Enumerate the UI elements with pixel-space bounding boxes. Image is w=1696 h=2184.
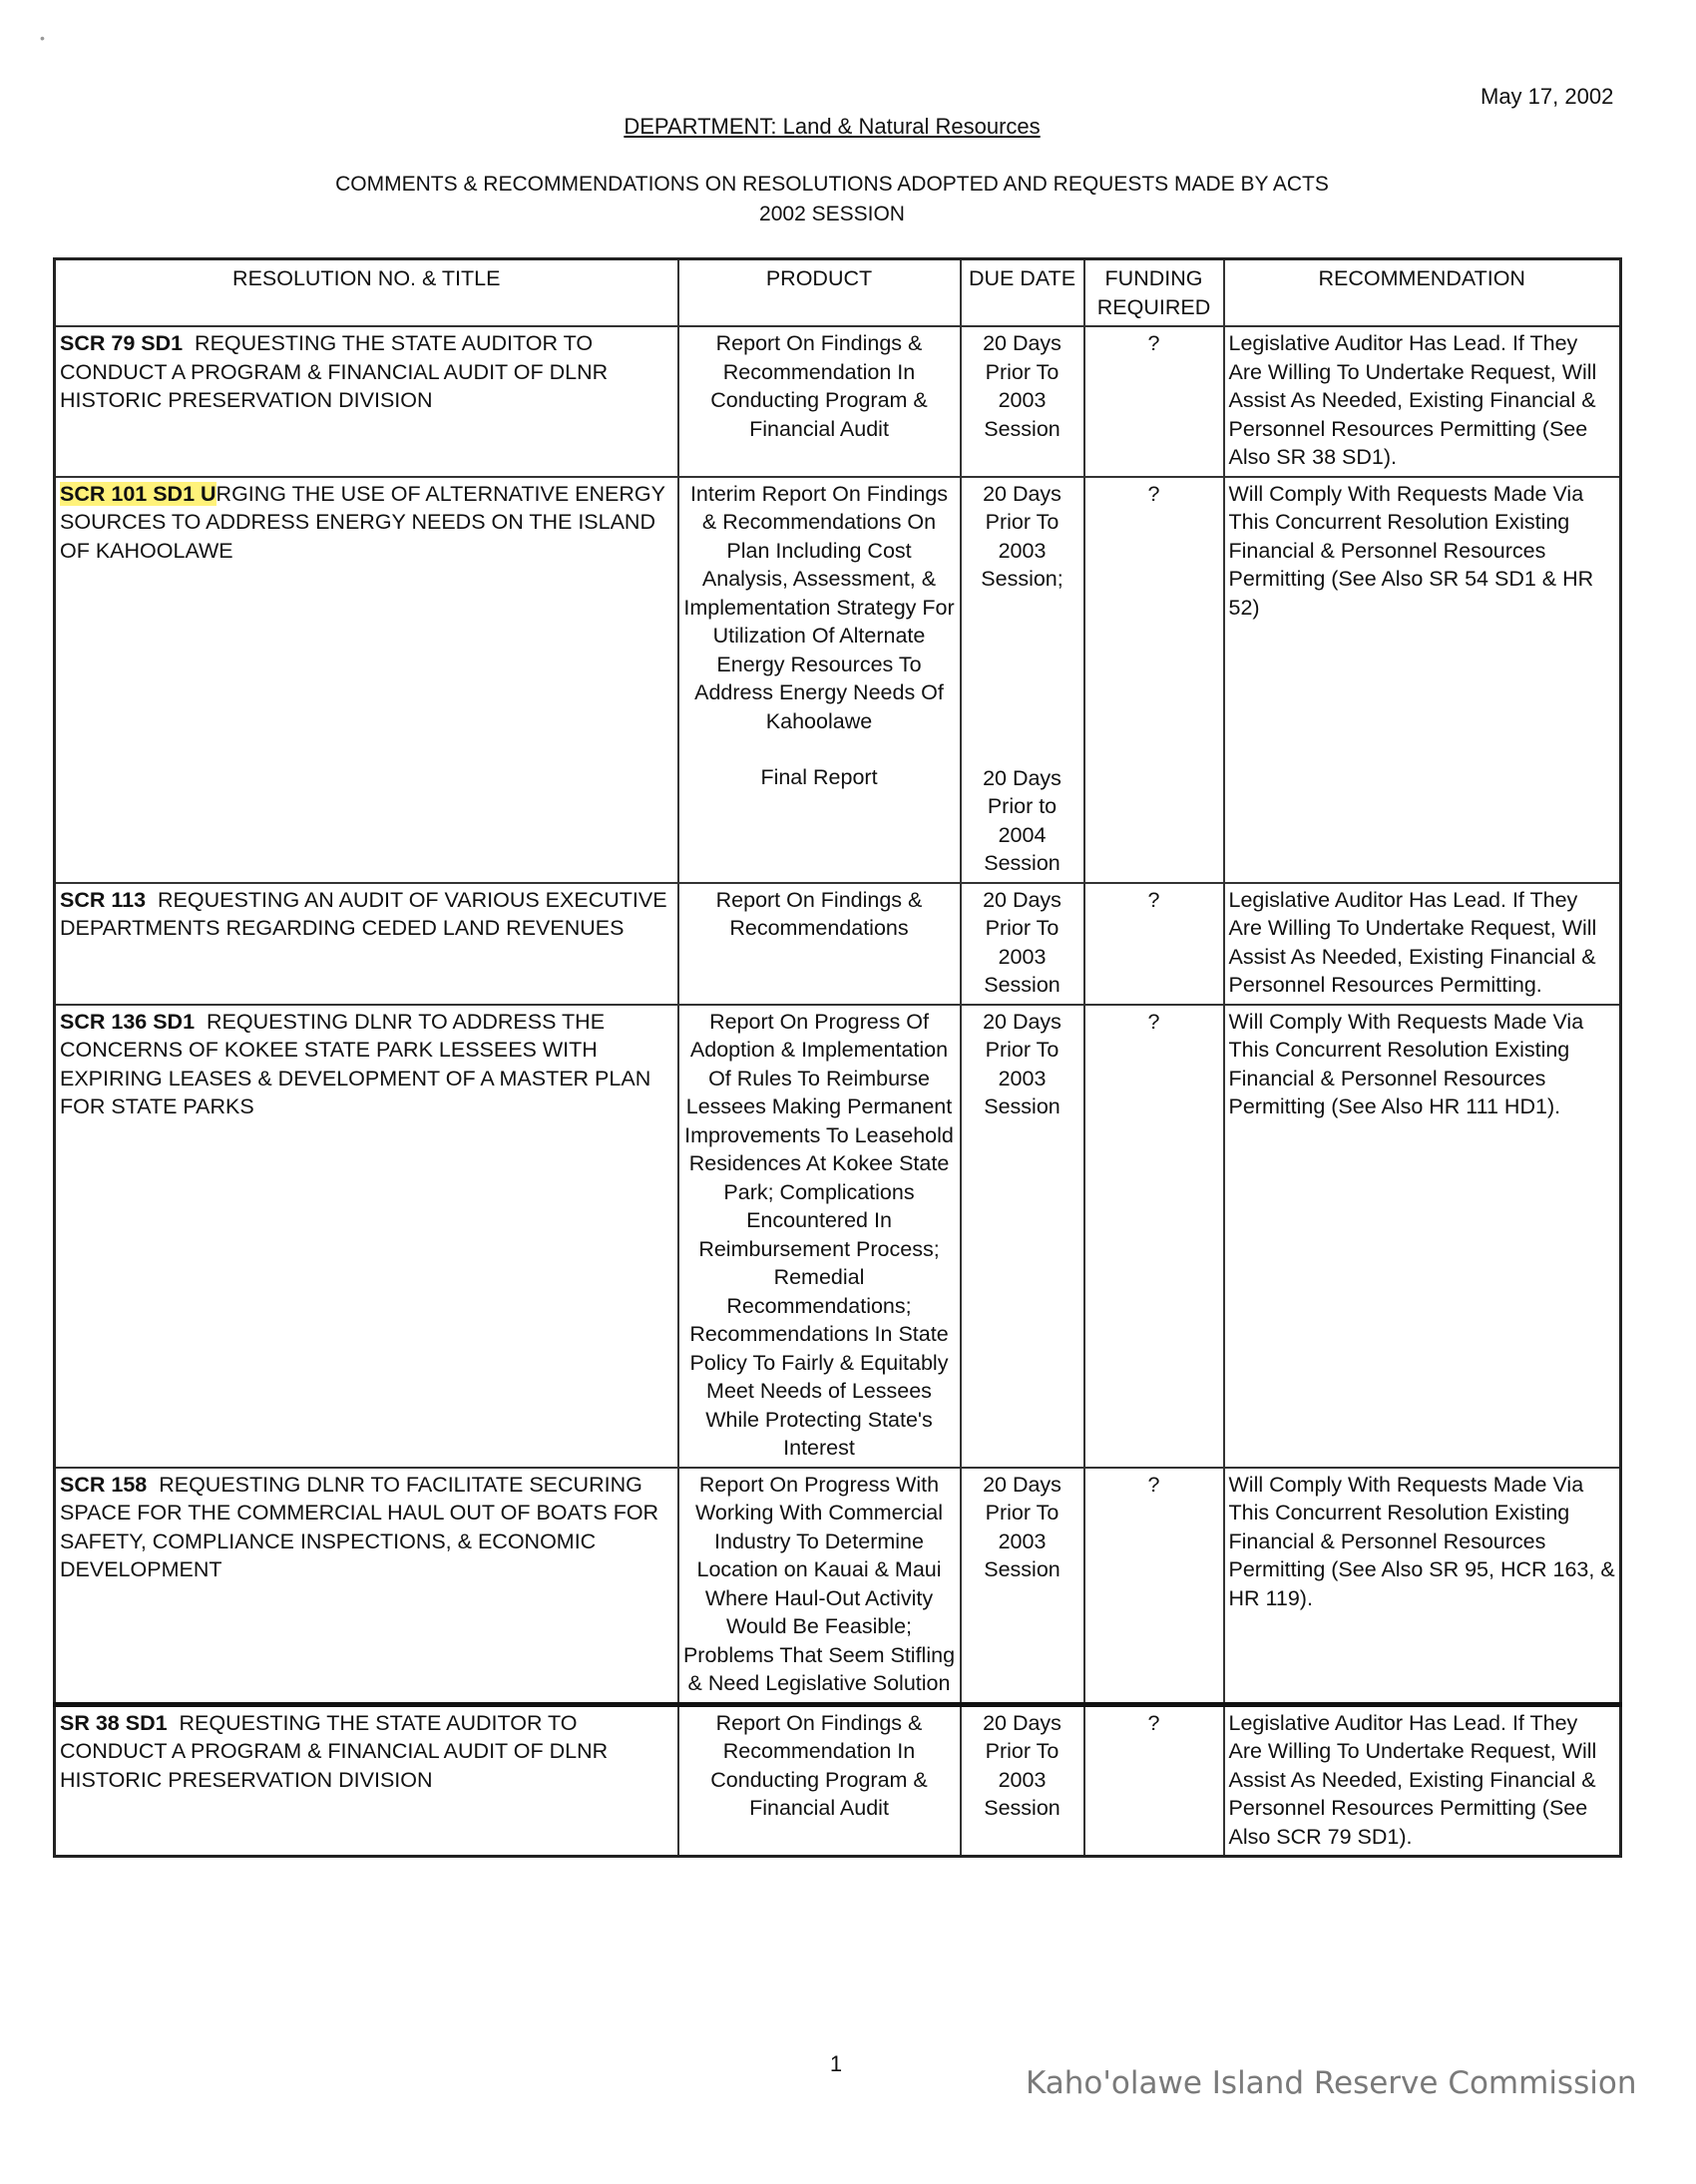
resolution-code: SCR 79 SD1 <box>60 331 184 355</box>
table-row <box>55 883 1621 1005</box>
table-row <box>55 1005 1621 1468</box>
table-header-row <box>55 259 1621 327</box>
due-date-interim: 20 Days Prior To 2003 Session; <box>981 481 1063 591</box>
recommendation-cell: Will Comply With Requests Made Via This Concurrent Resolution Existing Financial & Personnel Resources Permitting (See Also SR 54 SD1 & HR 52) <box>1224 477 1621 883</box>
column-header-product: PRODUCT <box>678 259 961 327</box>
due-date-cell: 20 Days Prior To 2003 Session <box>961 1005 1084 1468</box>
recommendation-cell: Legislative Auditor Has Lead. If They Are Willing To Undertake Request, Will Assist As Needed, Existing Financial & Personnel Resources Permitting (See Also SR 38 SD1). <box>1224 326 1621 477</box>
product-cell <box>678 477 961 883</box>
product-cell: Report On Progress Of Adoption & Implementation Of Rules To Reimburse Lessees Making Permanent Improvements To Leasehold Residences At Kokee State Park; Complications Encountered In Reimbursement Process; Remedial Recommendations; Recommendations In State Policy To Fairly & Equitably Meet Needs of Lessees While Protecting State's Interest <box>678 1005 961 1468</box>
resolution-title: REQUESTING AN AUDIT OF VARIOUS EXECUTIVE DEPARTMENTS REGARDING CEDED LAND REVENUES <box>60 887 667 940</box>
due-date-cell: 20 Days Prior To 2003 Session <box>961 883 1084 1005</box>
funding-cell: ? <box>1084 477 1224 883</box>
due-date-final: 20 Days Prior to 2004 Session <box>983 765 1061 875</box>
resolution-code: SCR 136 SD1 <box>60 1009 196 1034</box>
resolution-cell <box>55 477 678 883</box>
resolution-cell <box>55 326 678 477</box>
funding-cell: ? <box>1084 326 1224 477</box>
product-interim-report: Interim Report On Findings & Recommendations On Plan Including Cost Analysis, Assessment, & Implementation Strategy For Utilization Of Alternate Energy Resources To Address Energy Needs Of Kahoolawe <box>683 481 955 733</box>
product-final-report: Final Report <box>760 765 878 789</box>
column-header-due-date: DUE DATE <box>961 259 1084 327</box>
document-date: May 17, 2002 <box>1481 84 1614 109</box>
funding-cell: ? <box>1084 1468 1224 1705</box>
due-date-cell <box>961 477 1084 883</box>
resolution-code: SCR 158 <box>60 1472 148 1497</box>
heading-line-2: 2002 SESSION <box>759 203 905 225</box>
resolution-cell <box>55 883 678 1005</box>
product-cell: Report On Progress With Working With Commercial Industry To Determine Location on Kauai & Maui Where Haul-Out Activity Would Be Feasible; Problems That Seem Stifling & Need Legislative Solution <box>678 1468 961 1705</box>
resolution-title: REQUESTING THE STATE AUDITOR TO CONDUCT A PROGRAM & FINANCIAL AUDIT OF DLNR HISTORIC PRESERVATION DIVISION <box>60 331 609 412</box>
resolution-title: REQUESTING THE STATE AUDITOR TO CONDUCT A PROGRAM & FINANCIAL AUDIT OF DLNR HISTORIC PRESERVATION DIVISION <box>60 1710 609 1792</box>
table-row <box>55 477 1621 883</box>
product-cell: Report On Findings & Recommendation In Conducting Program & Financial Audit <box>678 1704 961 1857</box>
document-heading <box>0 170 1664 229</box>
recommendation-cell: Will Comply With Requests Made Via This Concurrent Resolution Existing Financial & Personnel Resources Permitting (See Also SR 95, HCR 163, & HR 119). <box>1224 1468 1621 1705</box>
table-row <box>55 1704 1621 1857</box>
page-number: 1 <box>829 2051 843 2076</box>
due-date-cell: 20 Days Prior To 2003 Session <box>961 1704 1084 1857</box>
due-date-cell: 20 Days Prior To 2003 Session <box>961 326 1084 477</box>
recommendation-cell: Legislative Auditor Has Lead. If They Are Willing To Undertake Request, Will Assist As Needed, Existing Financial & Personnel Resources Permitting (See Also SCR 79 SD1). <box>1224 1704 1621 1857</box>
department-title: DEPARTMENT: Land & Natural Resources <box>624 114 1041 139</box>
recommendation-cell: Will Comply With Requests Made Via This Concurrent Resolution Existing Financial & Personnel Resources Permitting (See Also HR 111 HD1). <box>1224 1005 1621 1468</box>
funding-cell: ? <box>1084 1005 1224 1468</box>
due-date-cell: 20 Days Prior To 2003 Session <box>961 1468 1084 1705</box>
resolution-cell <box>55 1005 678 1468</box>
resolutions-table <box>53 257 1622 1858</box>
resolution-cell <box>55 1704 678 1857</box>
heading-line-1: COMMENTS & RECOMMENDATIONS ON RESOLUTIONS ADOPTED AND REQUESTS MADE BY ACTS <box>335 173 1329 196</box>
recommendation-cell: Legislative Auditor Has Lead. If They Are Willing To Undertake Request, Will Assist As Needed, Existing Financial & Personnel Resources Permitting. <box>1224 883 1621 1005</box>
column-header-funding: FUNDING REQUIRED <box>1084 259 1224 327</box>
resolution-code: SCR 113 <box>60 887 147 912</box>
product-cell: Report On Findings & Recommendation In Conducting Program & Financial Audit <box>678 326 961 477</box>
resolution-title: REQUESTING DLNR TO ADDRESS THE CONCERNS OF KOKEE STATE PARK LESSEES WITH EXPIRING LEASES & DEVELOPMENT OF A MASTER PLAN FOR STATE PARKS <box>60 1009 651 1118</box>
scan-speck: • <box>40 30 45 46</box>
watermark-text: Kaho'olawe Island Reserve Commission <box>1026 2065 1637 2101</box>
column-header-recommendation: RECOMMENDATION <box>1224 259 1621 327</box>
funding-cell: ? <box>1084 883 1224 1005</box>
product-cell: Report On Findings & Recommendations <box>678 883 961 1005</box>
resolution-title: REQUESTING DLNR TO FACILITATE SECURING SPACE FOR THE COMMERCIAL HAUL OUT OF BOATS FOR SAFETY, COMPLIANCE INSPECTIONS, & ECONOMIC DEVELOPMENT <box>60 1472 659 1581</box>
resolution-code-highlighted: SCR 101 SD1 U <box>60 481 216 506</box>
table-row <box>55 1468 1621 1705</box>
column-header-resolution: RESOLUTION NO. & TITLE <box>55 259 678 327</box>
resolution-cell <box>55 1468 678 1705</box>
resolution-code: SR 38 SD1 <box>60 1710 168 1735</box>
funding-cell: ? <box>1084 1704 1224 1857</box>
table-row <box>55 326 1621 477</box>
resolution-title: RGING THE USE OF ALTERNATIVE ENERGY SOURCES TO ADDRESS ENERGY NEEDS ON THE ISLAND OF KAHOOLAWE <box>60 481 665 563</box>
